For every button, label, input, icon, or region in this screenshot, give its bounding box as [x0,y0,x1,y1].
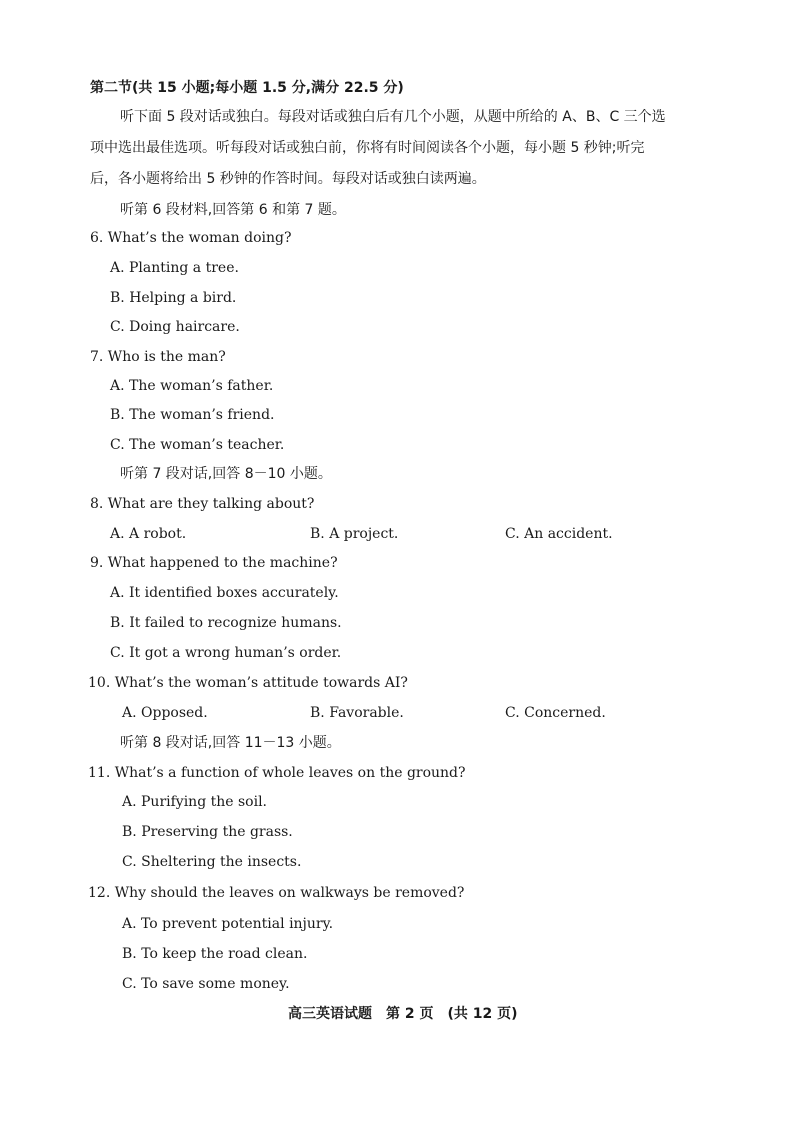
question-12-option-a[interactable]: A. To prevent potential injury. [122,916,334,932]
question-10-stem: 10. What’s the woman’s attitude towards AI? [88,675,408,691]
question-7-option-a[interactable]: A. The woman’s father. [110,378,274,394]
question-8-option-a[interactable]: A. A robot. [110,526,187,542]
question-12-option-b[interactable]: B. To keep the road clean. [122,946,308,962]
page-footer: 高三英语试题 第 2 页 (共 12 页) [288,1006,518,1022]
question-8-stem: 8. What are they talking about? [90,496,315,512]
question-8-option-b[interactable]: B. A project. [310,526,399,542]
question-6-stem: 6. What’s the woman doing? [90,230,292,246]
question-11-stem: 11. What’s a function of whole leaves on the ground? [88,765,466,781]
question-9-option-c[interactable]: C. It got a wrong human’s order. [110,645,342,661]
question-10-option-a[interactable]: A. Opposed. [122,705,208,721]
instruction-line-1: 听下面 5 段对话或独白。每段对话或独白后有几个小题，从题中所给的 A、B、C 三个选 [120,109,666,125]
passage-7-instruction: 听第 7 段对话,回答 8－10 小题。 [120,466,332,482]
question-11-option-b[interactable]: B. Preserving the grass. [122,824,293,840]
question-12-stem: 12. Why should the leaves on walkways be removed? [88,885,465,901]
question-10-option-b[interactable]: B. Favorable. [310,705,404,721]
question-6-option-c[interactable]: C. Doing haircare. [110,319,240,335]
question-11-option-c[interactable]: C. Sheltering the insects. [122,854,302,870]
passage-8-instruction: 听第 8 段对话,回答 11－13 小题。 [120,735,341,751]
question-11-option-a[interactable]: A. Purifying the soil. [122,794,268,810]
question-9-option-a[interactable]: A. It identified boxes accurately. [110,585,339,601]
question-10-option-c[interactable]: C. Concerned. [505,705,606,721]
instruction-line-2: 项中选出最佳选项。听每段对话或独白前，你将有时间阅读各个小题，每小题 5 秒钟;听完 [90,140,645,156]
question-9-stem: 9. What happened to the machine? [90,555,338,571]
question-7-stem: 7. Who is the man? [90,349,226,365]
section-title: 第二节(共 15 小题;每小题 1.5 分,满分 22.5 分) [90,80,404,96]
question-7-option-c[interactable]: C. The woman’s teacher. [110,437,285,453]
question-6-option-b[interactable]: B. Helping a bird. [110,290,237,306]
question-6-option-a[interactable]: A. Planting a tree. [110,260,239,276]
passage-6-instruction: 听第 6 段材料,回答第 6 和第 7 题。 [120,202,346,218]
question-7-option-b[interactable]: B. The woman’s friend. [110,407,275,423]
question-12-option-c[interactable]: C. To save some money. [122,976,290,992]
question-8-option-c[interactable]: C. An accident. [505,526,613,542]
instruction-line-3: 后，各小题将给出 5 秒钟的作答时间。每段对话或独白读两遍。 [90,171,486,187]
question-9-option-b[interactable]: B. It failed to recognize humans. [110,615,342,631]
